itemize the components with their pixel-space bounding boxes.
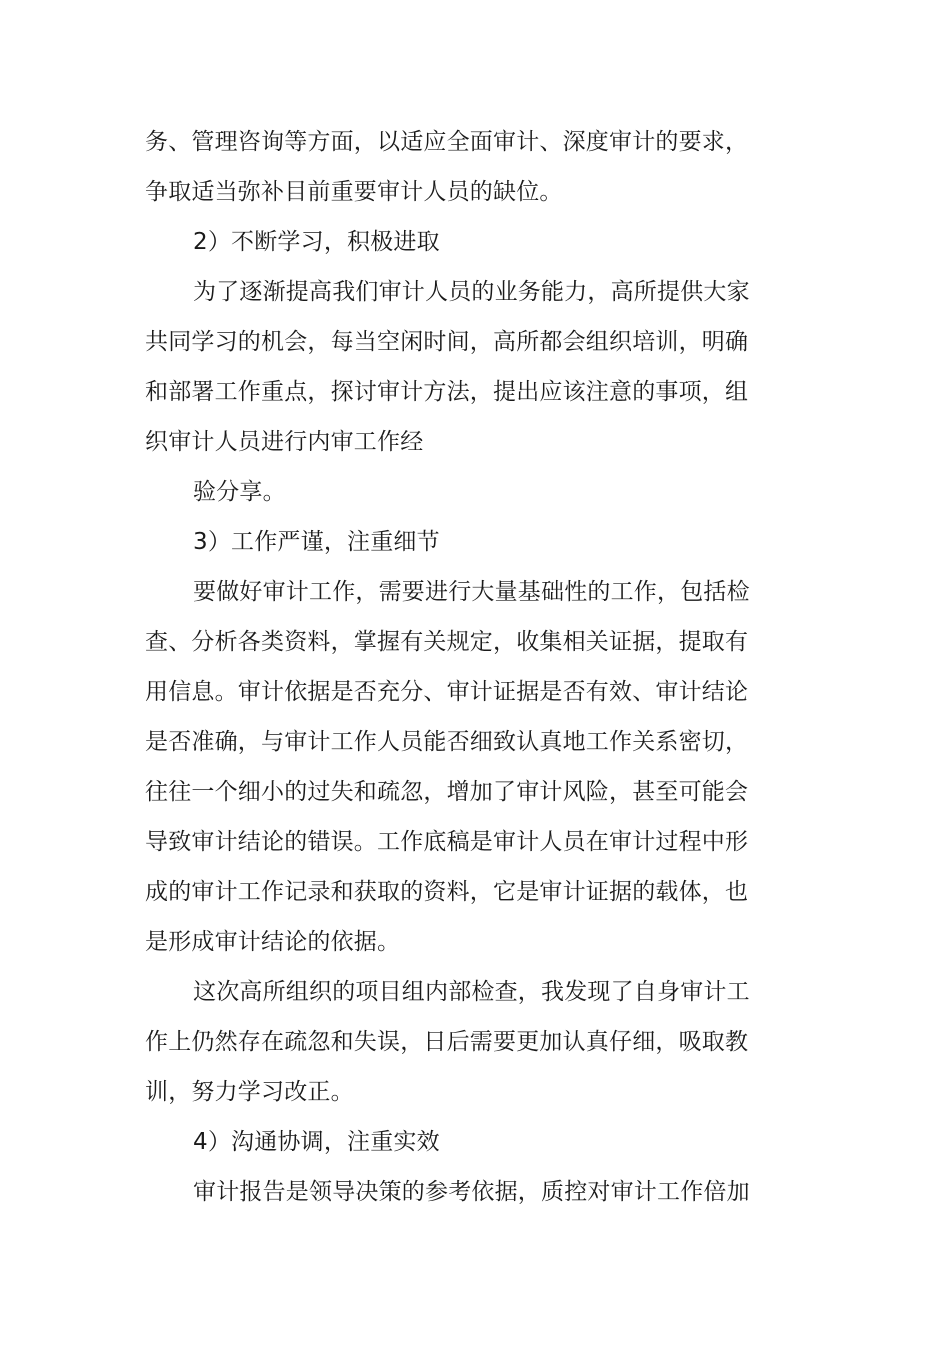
text-line: 作上仍然存在疏忽和失误，日后需要更加认真仔细，吸取教 [145, 1029, 749, 1055]
text-line: 训，努力学习改正。 [145, 1079, 354, 1105]
text-line: 用信息。审计依据是否充分、审计证据是否有效、审计结论 [145, 679, 749, 705]
text-line: 是形成审计结论的依据。 [145, 929, 401, 955]
text-line: 成的审计工作记录和获取的资料，它是审计证据的载体，也 [145, 879, 749, 905]
text-line: 往往一个细小的过失和疏忽，增加了审计风险，甚至可能会 [145, 779, 749, 805]
section-heading: 4）沟通协调，注重实效 [193, 1129, 440, 1155]
text-line: 争取适当弥补目前重要审计人员的缺位。 [145, 179, 563, 205]
section-heading: 3）工作严谨，注重细节 [193, 529, 440, 555]
text-line: 导致审计结论的错误。工作底稿是审计人员在审计过程中形 [145, 829, 749, 855]
text-line: 织审计人员进行内审工作经 [145, 429, 424, 455]
text-line: 是否准确，与审计工作人员能否细致认真地工作关系密切， [145, 729, 749, 755]
text-line: 验分享。 [193, 479, 286, 505]
section-heading: 2）不断学习，积极进取 [193, 229, 440, 255]
text-line: 为了逐渐提高我们审计人员的业务能力，高所提供大家 [193, 279, 750, 305]
text-line: 这次高所组织的项目组内部检查，我发现了自身审计工 [193, 979, 750, 1005]
text-line: 要做好审计工作，需要进行大量基础性的工作，包括检 [193, 579, 750, 605]
text-line: 和部署工作重点，探讨审计方法，提出应该注意的事项，组 [145, 379, 749, 405]
text-line: 务、管理咨询等方面，以适应全面审计、深度审计的要求， [145, 129, 749, 155]
text-line: 共同学习的机会，每当空闲时间，高所都会组织培训，明确 [145, 329, 749, 355]
text-line: 审计报告是领导决策的参考依据，质控对审计工作倍加 [193, 1179, 750, 1205]
text-line: 查、分析各类资料，掌握有关规定，收集相关证据，提取有 [145, 629, 749, 655]
